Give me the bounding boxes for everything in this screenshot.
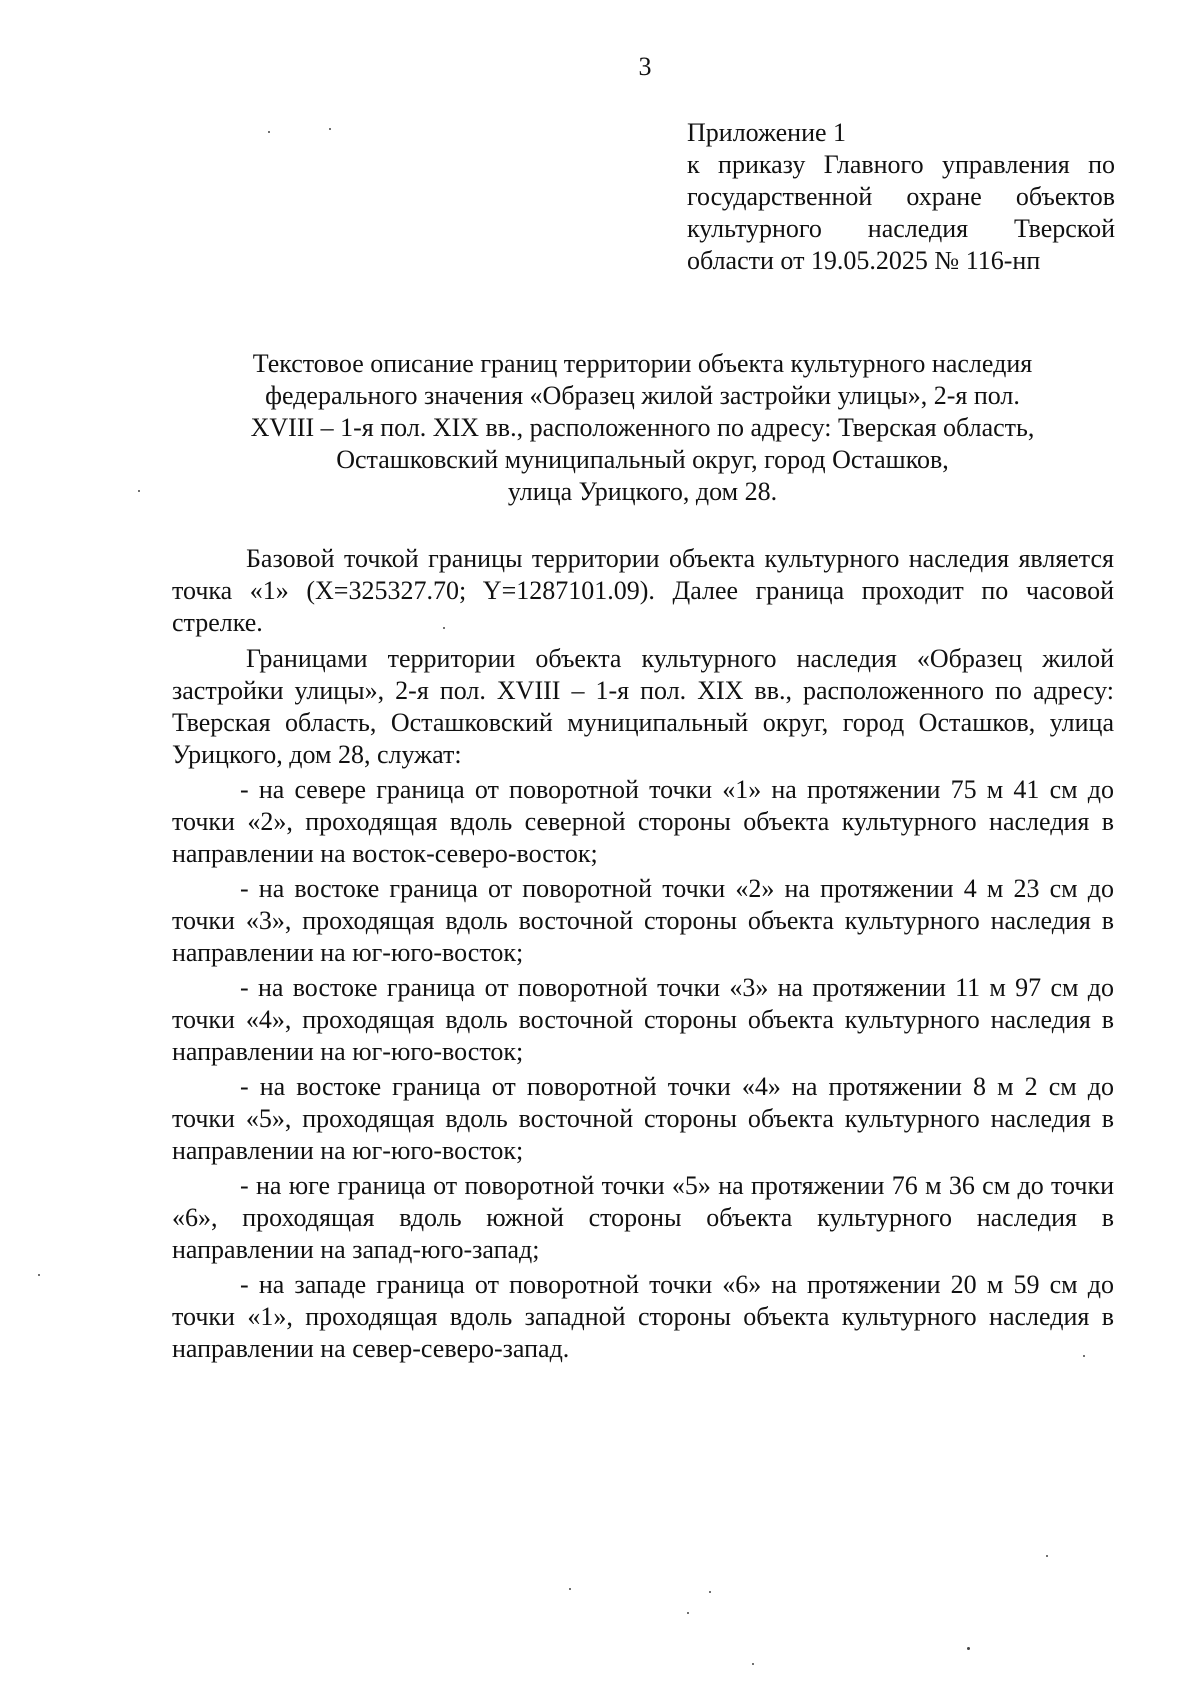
appendix-order-reference: к приказу Главного управления по государственной охране объектов культурного наследия Тверской области от 19.05.2025 № 116-нп bbox=[687, 150, 1115, 275]
scan-speck bbox=[138, 490, 140, 492]
page-number: 3 bbox=[638, 52, 652, 81]
scan-speck bbox=[443, 627, 445, 629]
scan-speck bbox=[329, 128, 331, 130]
boundaries-intro-paragraph: Границами территории объекта культурного наследия «Образец жилой застройки улицы», 2-я пол. XVIII – 1-я пол. XIX вв., расположенного по адресу: Тверская область, Осташковский муниципальный округ, город Осташков, улица Урицкого, дом 28, служат: bbox=[172, 644, 1114, 769]
appendix-header bbox=[687, 117, 1115, 277]
scan-speck bbox=[38, 1274, 40, 1276]
title-line-3: XVIII – 1-я пол. XIX вв., расположенного по адресу: Тверская область, bbox=[250, 413, 1035, 442]
base-point-paragraph: Базовой точкой границы территории объекта культурного наследия является точка «1» (X=325327.70; Y=1287101.09). Далее граница проходит по часовой стрелке. bbox=[172, 544, 1114, 637]
document-body bbox=[172, 543, 1114, 1365]
appendix-title: Приложение 1 bbox=[687, 118, 847, 147]
boundary-item-north: - на севере граница от поворотной точки «1» на протяжении 75 м 41 см до точки «2», проходящая вдоль северной стороны объекта культурного наследия в направлении на восток-северо-восток; bbox=[172, 775, 1114, 868]
title-line-4: Осташковский муниципальный округ, город Осташков, bbox=[336, 445, 949, 474]
boundary-item-east-1: - на востоке граница от поворотной точки «2» на протяжении 4 м 23 см до точки «3», проходящая вдоль восточной стороны объекта культурного наследия в направлении на юг-юго-восток; bbox=[172, 874, 1114, 967]
title-line-5: улица Урицкого, дом 28. bbox=[507, 477, 778, 506]
scan-speck bbox=[1083, 1355, 1085, 1357]
scan-speck bbox=[569, 1588, 571, 1590]
boundary-item-south: - на юге граница от поворотной точки «5» на протяжении 76 м 36 см до точки «6», проходящая вдоль южной стороны объекта культурного наследия в направлении на запад-юго-запад; bbox=[172, 1171, 1114, 1264]
boundary-item-east-2: - на востоке граница от поворотной точки «3» на протяжении 11 м 97 см до точки «4», проходящая вдоль восточной стороны объекта культурного наследия в направлении на юг-юго-восток; bbox=[172, 973, 1114, 1066]
scan-speck bbox=[1046, 1555, 1048, 1557]
title-line-1: Текстовое описание границ территории объекта культурного наследия bbox=[252, 349, 1033, 378]
scan-speck bbox=[709, 1591, 711, 1593]
scan-speck bbox=[687, 1612, 689, 1614]
scan-speck bbox=[268, 131, 270, 133]
document-title bbox=[170, 348, 1115, 508]
boundary-item-east-3: - на востоке граница от поворотной точки «4» на протяжении 8 м 2 см до точки «5», проходящая вдоль восточной стороны объекта культурного наследия в направлении на юг-юго-восток; bbox=[172, 1072, 1114, 1165]
title-line-2: федерального значения «Образец жилой застройки улицы», 2-я пол. bbox=[265, 381, 1020, 410]
scan-speck bbox=[967, 1647, 970, 1650]
scan-speck bbox=[752, 1663, 754, 1665]
boundary-item-west: - на западе граница от поворотной точки «6» на протяжении 20 м 59 см до точки «1», проходящая вдоль западной стороны объекта культурного наследия в направлении на север-северо-запад. bbox=[172, 1270, 1114, 1363]
